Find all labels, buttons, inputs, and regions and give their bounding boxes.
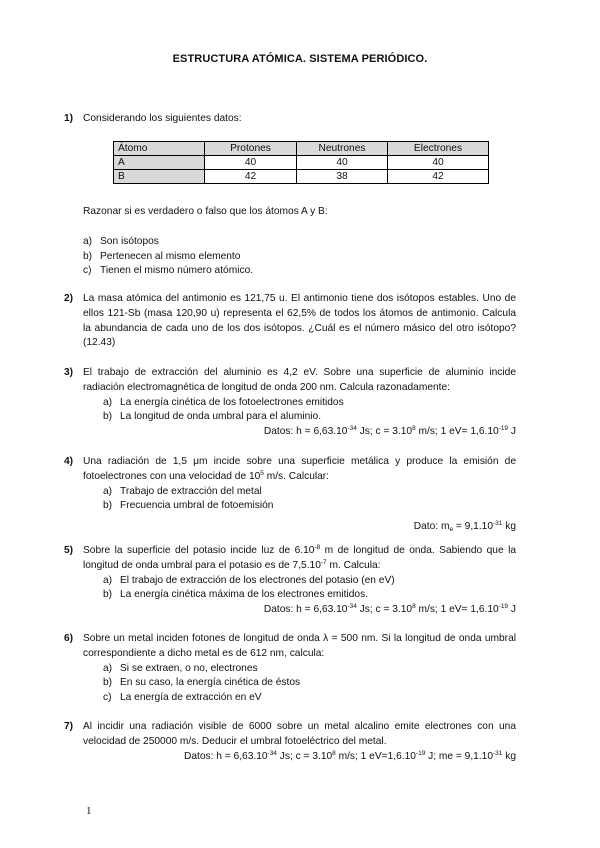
table-header: Electrones: [388, 142, 489, 156]
table-header: Neutrones: [297, 142, 388, 156]
list-item: b) Pertenecen al mismo elemento: [83, 250, 241, 262]
list-item: b) Frecuencia umbral de fotoemisión: [103, 500, 274, 512]
question-intro: Considerando los siguientes datos:: [83, 113, 242, 124]
list-item: a) Trabajo de extracción del metal: [103, 485, 262, 497]
table-cell: B: [114, 170, 205, 184]
list-item: c) La energía de extracción en eV: [103, 692, 262, 704]
table-row: [114, 156, 489, 170]
table-cell: 42: [388, 170, 489, 184]
option-list: [103, 574, 516, 604]
question-4: [64, 455, 516, 535]
option-list: [103, 662, 516, 706]
question-text: Al incidir una radiación visible de 6000 sobre un metal alcalino emite electrones con una velocidad de 250000 m/s. Deducir el umbral fotoeléctrico del metal.: [83, 721, 516, 747]
question-1-body: [64, 205, 516, 279]
question-6: [64, 632, 516, 706]
question-number: 5): [64, 545, 74, 556]
option-list: [83, 235, 516, 279]
question-number: 6): [64, 633, 74, 644]
table-header-row: [114, 142, 489, 156]
table-cell: 38: [297, 170, 388, 184]
table-header: Protones: [205, 142, 297, 156]
list-item: a) El trabajo de extracción de los electrones del potasio (en eV): [103, 574, 395, 586]
question-number: 4): [64, 456, 74, 467]
table-row: [114, 170, 489, 184]
table-header: Átomo: [114, 142, 205, 156]
table-cell: 40: [205, 156, 297, 170]
question-text: Sobre la superficie del potasio incide luz de $6.10^{-8}$ m de longitud de onda. Sabiendo que la longitud de onda umbral para el potasio es de $7,5.10^{-7}$ m. Calcula:: [83, 544, 516, 571]
page-title: ESTRUCTURA ATÓMICA. SISTEMA PERIÓDICO.: [172, 53, 428, 65]
question-text: Razonar si es verdadero o falso que los átomos A y B:: [83, 206, 328, 217]
table-cell: 42: [205, 170, 297, 184]
list-item: a) La energía cinética de los fotoelectrones emitidos: [103, 396, 344, 408]
question-number: 1): [64, 113, 74, 124]
question-text: Una radiación de 1,5 μm incide sobre una superficie metálica y produce la emisión de fotoelectrones con una velocidad de $10^5$ m/s. Calcular:: [83, 456, 516, 482]
question-text: Sobre un metal inciden fotones de longitud de onda λ = 500 nm. Si la longitud de onda umbral correspondiente a dicho metal es de 612 nm, calcula:: [83, 633, 516, 659]
question-number: 2): [64, 293, 74, 304]
question-number: 7): [64, 721, 74, 732]
page-number: 1: [86, 805, 92, 817]
question-1: [64, 112, 516, 127]
question-7: [64, 720, 516, 764]
table-cell: 40: [388, 156, 489, 170]
data-line: Dato: $m_e = 9,1.10^{-31}$ kg: [413, 520, 516, 534]
table-cell: 40: [297, 156, 388, 170]
data-line: Datos: $h = 6,63.10^{-34}$ Js; $c = 3.10^8$ m/s; 1 $eV= 1,6.10^{-19}$ J: [263, 425, 516, 438]
list-item: a) Si se extraen, o no, electrones: [103, 662, 258, 674]
table-cell: A: [114, 156, 205, 170]
list-item: b) En su caso, la energía cinética de éstos: [103, 677, 301, 689]
list-item: b) La energía cinética máxima de los electrones emitidos.: [103, 589, 369, 601]
list-item: b) La longitud de onda umbral para el aluminio.: [103, 411, 322, 423]
data-table: [113, 141, 489, 184]
option-list: [103, 485, 516, 515]
question-5: [64, 544, 516, 618]
question-text: La masa atómica del antimonio es 121,75 u. El antimonio tiene dos isótopos estables. Uno de ellos 121-Sb (masa 120,90 u) representa el 62,5% de todos los átomos de antimonio. Calcula la abundancia de cada uno de los dos isótopos. ¿Cuál es el número másico del otro isótopo? (12.43): [83, 293, 516, 349]
data-line: Datos: $h = 6,63.10^{-34}$ Js; $c = 3.10^8$ m/s; 1 $eV=1,6.10^{-19}$ J; me = $9,1.10^{-31}$ kg: [183, 749, 516, 762]
data-line: Datos: $h = 6,63.10^{-34}$ Js; $c = 3.10^8$ m/s; 1 $eV= 1,6.10^{-19}$ J: [263, 603, 516, 616]
question-3: [64, 366, 516, 440]
option-list: [103, 396, 516, 426]
question-2: [64, 292, 516, 351]
list-item: a) Son isótopos: [83, 235, 159, 247]
question-text: El trabajo de extracción del aluminio es 4,2 eV. Sobre una superficie de aluminio incide radiación electromagnética de longitud de onda 200 nm. Calcula razonadamente:: [83, 367, 516, 393]
question-number: 3): [64, 367, 74, 378]
list-item: c) Tienen el mismo número atómico.: [83, 265, 254, 277]
